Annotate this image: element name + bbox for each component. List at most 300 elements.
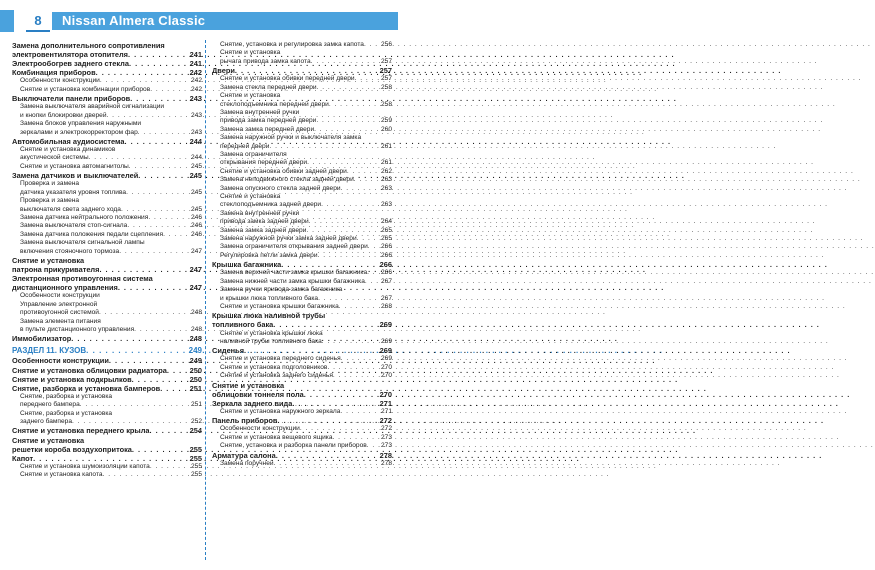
- toc-entry-title: и крышки люка топливного бака: [220, 294, 319, 302]
- dot-leader: [341, 185, 380, 193]
- page-header: [0, 10, 410, 32]
- toc-entry: [212, 408, 392, 416]
- toc-entry-title: Замена верхней части замка крышки багажника: [220, 269, 368, 277]
- toc-entry: [212, 75, 392, 83]
- toc-entry-title: Регулировка петли замка двери: [220, 251, 318, 259]
- toc-page-number: 261: [380, 142, 392, 150]
- toc-page-number: 263: [380, 184, 392, 192]
- toc-entry-title: стеклоподъемника задней двери: [220, 201, 322, 209]
- toc-page-number: 258: [380, 100, 392, 108]
- toc-entry-title: Замена нижней части замка крышки багажника: [220, 277, 365, 285]
- toc-page-number: 261: [380, 159, 392, 167]
- toc-entry: [212, 269, 392, 277]
- toc-entry: [12, 222, 202, 230]
- toc-entry-text: Снятие, разборка и установка: [20, 392, 113, 400]
- toc-page-number: 245: [190, 188, 202, 196]
- section-heading: [12, 345, 202, 356]
- dot-leader: [368, 243, 380, 251]
- toc-entry-text: Замена выключателя аварийной сигнализации: [20, 103, 165, 111]
- toc-entry-text: Снятие, разборка и установка: [20, 409, 113, 417]
- toc-entry-title: зеркалами и электрокорректором фар: [20, 128, 138, 136]
- toc-page-number: 242: [190, 85, 202, 93]
- toc-page-number: 248: [190, 309, 202, 317]
- toc-entry: [12, 231, 202, 239]
- toc-entry: [212, 260, 392, 269]
- toc-entry: [12, 356, 202, 365]
- toc-entry: [212, 243, 392, 251]
- dot-leader: [150, 86, 190, 94]
- toc-entry-title: Электрообогрев заднего стекла: [12, 59, 129, 69]
- toc-page-number: 250: [189, 365, 202, 375]
- dot-leader: [340, 408, 380, 416]
- toc-page-number: 269: [380, 337, 392, 345]
- toc-page-number: 266: [380, 251, 392, 259]
- toc-entry-title: Снятие и установка обивки передней двери: [220, 75, 355, 83]
- toc-entry-title: Панель приборов: [212, 416, 278, 426]
- toc-page-number: 270: [380, 363, 392, 371]
- toc-entry-title: Замена датчиков и выключателей: [12, 171, 139, 181]
- toc-entry: [12, 366, 202, 375]
- toc-entry: [12, 86, 202, 94]
- dot-leader: [274, 460, 380, 468]
- toc-entry-title: Снятие и установка переднего крыла: [12, 426, 150, 436]
- toc-entry-title: Замена замка передней двери: [220, 125, 315, 133]
- toc-entry: [12, 68, 202, 77]
- toc-page-number: 245: [189, 171, 202, 181]
- toc-entry: [212, 295, 392, 303]
- dot-leader: [329, 101, 380, 109]
- toc-entry-title: в пульте дистанционного управления: [20, 325, 135, 333]
- toc-entry: [212, 425, 392, 433]
- dot-leader: [128, 50, 189, 59]
- toc-entry-title: Снятие и установка переднего сиденья: [220, 355, 341, 363]
- toc-entry: [212, 218, 392, 226]
- toc-entry-text: Замена дополнительного сопротивления: [12, 41, 165, 50]
- page-number: 8: [26, 10, 50, 32]
- toc-entry-title: выключателя света заднего хода: [20, 205, 121, 213]
- toc-entry-title: Особенности конструкции: [220, 425, 300, 433]
- toc-page-number: 265: [380, 235, 392, 243]
- toc-entry: [212, 460, 392, 468]
- toc-entry-title: Снятие и установка вещевого ящика: [220, 433, 333, 441]
- toc-page-number: 267: [380, 294, 392, 302]
- toc-page-number: 242: [189, 68, 202, 78]
- toc-entry-title: Сиденья: [212, 346, 245, 356]
- toc-page-number: 264: [380, 218, 392, 226]
- toc-entry: [212, 101, 392, 109]
- dot-leader: [121, 206, 190, 214]
- toc-entry: [212, 390, 392, 399]
- dot-leader: [318, 295, 380, 303]
- toc-page-number: 265: [380, 226, 392, 234]
- toc-entry-title: Особенности конструкции: [20, 77, 100, 85]
- dot-leader: [318, 252, 380, 260]
- toc-entry-title: Крышка багажника: [212, 260, 282, 270]
- toc-page-number: 249: [188, 346, 202, 356]
- dot-leader: [347, 168, 380, 176]
- toc-entry-text: Замена блоков управления наружными: [20, 120, 142, 128]
- toc-entry-title: противоугонной системой: [20, 309, 99, 317]
- toc-entry: [212, 451, 392, 460]
- toc-entry: [212, 159, 392, 167]
- toc-entry-title: Снятие и установка капота: [20, 471, 103, 479]
- toc-entry: [12, 401, 202, 409]
- dot-leader: [307, 159, 380, 167]
- dot-leader: [129, 163, 190, 171]
- toc-page-number: 246: [190, 213, 202, 221]
- toc-entry: [212, 355, 392, 363]
- toc-page-number: 262: [380, 167, 392, 175]
- toc-entry-title: Замена стекла передней двери: [220, 83, 317, 91]
- toc-entry-title: заднего бампера: [20, 418, 73, 426]
- toc-page-number: 244: [190, 154, 202, 162]
- dot-leader: [317, 84, 380, 92]
- toc-page-number: 266: [380, 243, 392, 251]
- toc-entry-title: рычага привода замка капота: [220, 57, 311, 65]
- toc-entry: [12, 137, 202, 146]
- dot-leader: [129, 59, 189, 68]
- toc-entry: [212, 372, 392, 380]
- dot-leader: [138, 171, 188, 180]
- toc-entry-text: Электронная противоугонная система: [12, 274, 153, 284]
- toc-entry-title: Снятие и установка заднего сиденья: [220, 372, 333, 380]
- toc-entry-title: Снятие, установка и разборка панели приборов: [220, 442, 367, 450]
- toc-entry-text: Замена ручки привода замка багажника: [220, 286, 343, 294]
- toc-entry: [12, 334, 202, 343]
- dot-leader: [367, 269, 380, 277]
- toc-entry: [212, 252, 392, 260]
- toc-entry-text: Замена внутренней ручки: [220, 108, 300, 116]
- toc-page-number: 243: [190, 111, 202, 119]
- toc-entry: [12, 129, 202, 137]
- toc-page-number: 255: [190, 462, 202, 470]
- toc-page-number: 254: [189, 426, 202, 436]
- toc-entry: [12, 248, 202, 256]
- toc-page-number: 257: [379, 66, 392, 76]
- dot-leader: [333, 372, 380, 380]
- toc-page-number: 260: [380, 125, 392, 133]
- toc-entry-title: Комбинация приборов: [12, 68, 96, 78]
- toc-page-number: 247: [189, 283, 202, 293]
- toc-entry-title: Автомобильная аудиосистема: [12, 136, 125, 146]
- toc-entry-title: Выключатели панели приборов: [12, 94, 131, 104]
- toc-entry-title: Снятие и установка шумоизоляции капота: [20, 462, 150, 470]
- toc-entry: [212, 84, 392, 92]
- toc-page-number: 243: [189, 94, 202, 104]
- toc-entry: [212, 41, 392, 49]
- toc-entry: [212, 320, 392, 329]
- toc-entry: [12, 309, 202, 317]
- toc-entry-title: Зеркала заднего вида: [212, 398, 293, 408]
- toc-entry-title: Замена выключателя стоп-сигнала: [20, 222, 128, 230]
- toc-entry-title: патрона прикуривателя: [12, 265, 100, 275]
- toc-entry-title: решетки короба воздухопритока: [12, 444, 132, 454]
- toc-page-number: 266: [380, 269, 392, 277]
- toc-entry-title: и кнопки блокировки дверей: [20, 111, 107, 119]
- toc-entry: [12, 326, 202, 334]
- toc-entry-title: Снятие и установка комбинации приборов: [20, 85, 151, 93]
- toc-entry-text: Замена ограничителя: [220, 150, 287, 158]
- dot-leader: [292, 399, 378, 408]
- dot-leader: [80, 401, 190, 409]
- toc-page-number: 245: [190, 162, 202, 170]
- toc-page-number: 246: [190, 222, 202, 230]
- dot-leader: [311, 58, 380, 66]
- toc-entry-title: Снятие и установка подкрылков: [12, 374, 132, 384]
- toc-entry-title: Замена замка задней двери: [220, 226, 307, 234]
- toc-entry: [12, 463, 202, 471]
- toc-page-number: 273: [380, 442, 392, 450]
- toc-page-number: 251: [190, 401, 202, 409]
- toc-entry: [12, 454, 202, 463]
- toc-entry-title: датчика указателя уровня топлива: [20, 188, 127, 196]
- dot-leader: [119, 248, 190, 256]
- dot-leader: [304, 390, 379, 399]
- toc-page-number: 248: [189, 334, 202, 344]
- toc-entry-title: Замена датчика положения педали сцепления: [20, 230, 164, 238]
- toc-entry-title: топливного бака: [212, 320, 274, 330]
- toc-entry-title: Двери: [212, 66, 235, 76]
- dot-leader: [86, 345, 187, 356]
- toc-page-number: 243: [190, 128, 202, 136]
- dot-leader: [150, 426, 189, 435]
- toc-entry: [212, 143, 392, 151]
- toc-entry-title: Замена поручней: [220, 459, 274, 467]
- dot-leader: [33, 454, 189, 463]
- toc-entry-text: Особенности конструкции: [20, 292, 100, 300]
- toc-entry-text: Замена внутренней ручки: [220, 209, 300, 217]
- toc-entry-text: Снятие и установка: [12, 255, 85, 265]
- toc-entry-title: Иммобилизатор: [12, 334, 72, 344]
- dot-leader: [96, 68, 189, 77]
- dot-leader: [354, 176, 380, 184]
- toc-entry: [12, 265, 202, 274]
- dot-leader: [314, 126, 380, 134]
- dot-leader: [235, 66, 379, 75]
- toc-entry-title: включения стояночного тормоза: [20, 247, 120, 255]
- toc-page-number: 269: [379, 346, 392, 356]
- toc-page-number: 271: [379, 398, 392, 408]
- dot-leader: [107, 112, 190, 120]
- dot-leader: [99, 265, 188, 274]
- dot-leader: [71, 334, 188, 343]
- toc-entry-text: Замена наружной ручки и выключателя замка: [220, 134, 362, 142]
- toc-entry-title: Снятие, разборка и установка бамперов: [12, 383, 161, 393]
- toc-entry: [12, 214, 202, 222]
- toc-page-number: 259: [380, 117, 392, 125]
- dot-leader: [100, 77, 190, 85]
- toc-entry-title: открывания передней двери: [220, 159, 308, 167]
- toc-column-left: [12, 41, 202, 480]
- dot-leader: [167, 366, 189, 375]
- toc-entry-title: стеклоподъемника передней двери: [220, 100, 329, 108]
- toc-entry-title: акустической системы: [20, 154, 89, 162]
- toc-page-number: 255: [189, 453, 202, 463]
- dot-leader: [124, 137, 188, 146]
- dot-leader: [89, 154, 190, 162]
- toc-entry-title: Капот: [12, 453, 34, 463]
- toc-entry-title: облицовки тоннеля пола: [212, 389, 304, 399]
- toc-entry: [212, 201, 392, 209]
- toc-page-number: 248: [190, 325, 202, 333]
- toc-page-number: 272: [379, 416, 392, 426]
- dot-leader: [244, 346, 379, 355]
- dot-leader: [273, 320, 378, 329]
- toc-page-number: 241: [189, 59, 202, 69]
- toc-entry-text: Снятие и установка крышки люка: [220, 329, 323, 337]
- toc-page-number: 246: [190, 230, 202, 238]
- toc-page-number: 270: [379, 389, 392, 399]
- toc-entry: [212, 303, 392, 311]
- toc-entry: [212, 117, 392, 125]
- toc-page-number: 278: [380, 459, 392, 467]
- toc-entry: [12, 426, 202, 435]
- toc-page-number: 256: [380, 41, 392, 48]
- toc-entry: [12, 171, 202, 180]
- toc-page-number: 278: [379, 450, 392, 460]
- toc-page-number: 258: [380, 83, 392, 91]
- toc-page-number: 269: [379, 320, 392, 330]
- toc-entry: [12, 471, 202, 479]
- dot-leader: [72, 418, 190, 426]
- toc-entry: [212, 185, 392, 193]
- toc-entry-text: Крышка люка наливной трубы: [212, 311, 326, 321]
- toc-entry-title: Замена датчика нейтрального положения: [20, 213, 149, 221]
- toc-entry: [12, 154, 202, 162]
- toc-page-number: 250: [189, 374, 202, 384]
- toc-page-number: 267: [380, 277, 392, 285]
- toc-entry-title: Замена неподвижного стекла задней двери: [220, 176, 354, 184]
- dot-leader: [281, 260, 378, 269]
- dot-leader: [134, 326, 190, 334]
- dot-leader: [132, 375, 189, 384]
- toc-entry: [212, 338, 392, 346]
- toc-page-number: 249: [189, 356, 202, 366]
- toc-entry-title: наливной трубы топливного бака: [220, 337, 322, 345]
- dot-leader: [367, 442, 380, 450]
- toc-entry-text: Снятие и установка: [212, 380, 285, 390]
- toc-page-number: 271: [380, 407, 392, 415]
- toc-page-number: 241: [189, 50, 202, 60]
- toc-entry-text: Снятие и установка динамиков: [20, 146, 116, 153]
- dot-leader: [132, 445, 189, 454]
- toc-entry: [212, 126, 392, 134]
- toc-entry-title: Снятие и установка подголовников: [220, 363, 328, 371]
- toc-entry-title: Замена наружной ручки замка задней двери: [220, 235, 357, 243]
- toc-entry-title: Снятие и установка облицовки радиатора: [12, 365, 167, 375]
- toc-entry-title: РАЗДЕЛ 11. КУЗОВ: [12, 346, 87, 356]
- toc-entry: [212, 278, 392, 286]
- toc-entry-title: Снятие и установка крышки багажника: [220, 302, 339, 310]
- toc-page-number: 263: [380, 201, 392, 209]
- toc-entry: [212, 442, 392, 450]
- toc-entry: [12, 50, 202, 59]
- toc-entry-title: Замена опускного стекла задней двери: [220, 184, 341, 192]
- toc-page-number: 255: [190, 471, 202, 479]
- toc-entry-text: Проверка и замена: [20, 180, 80, 188]
- toc-entry: [212, 176, 392, 184]
- toc-entry: [212, 346, 392, 355]
- dot-leader: [355, 75, 380, 83]
- toc-entry: [212, 227, 392, 235]
- toc-entry-text: Замена элемента питания: [20, 317, 101, 325]
- toc-entry: [12, 283, 202, 292]
- toc-entry-title: дистанционного управления: [12, 283, 118, 293]
- toc-entry-title: Арматура салона: [212, 450, 276, 460]
- toc-entry-text: Замена выключателя сигнальной лампы: [20, 239, 145, 247]
- dot-leader: [130, 94, 188, 103]
- toc-entry-title: привода замка задней двери: [220, 218, 309, 226]
- dot-leader: [269, 143, 380, 151]
- toc-entry-text: Снятие и установка: [12, 435, 85, 445]
- dot-leader: [306, 227, 380, 235]
- toc-entry: [12, 112, 202, 120]
- dot-leader: [150, 463, 190, 471]
- toc-entry-text: Снятие и установка: [220, 193, 281, 200]
- toc-page-number: 252: [190, 418, 202, 426]
- toc-page-number: 273: [380, 433, 392, 441]
- toc-entry-text: Проверка и замена: [20, 197, 80, 205]
- toc-page-number: 268: [380, 302, 392, 310]
- toc-entry-text: Снятие и установка: [220, 49, 281, 57]
- dot-leader: [109, 356, 189, 365]
- toc-entry-text: Управление электронной: [20, 300, 98, 308]
- toc-page-number: 255: [189, 444, 202, 454]
- toc-entry: [12, 77, 202, 85]
- dot-leader: [127, 222, 190, 230]
- toc-page-number: 270: [380, 372, 392, 380]
- toc-page-number: 244: [189, 136, 202, 146]
- toc-entry: [12, 59, 202, 68]
- toc-entry-text: Снятие и установка: [220, 92, 281, 100]
- toc-page-number: 272: [380, 425, 392, 433]
- dot-leader: [103, 471, 190, 479]
- toc-entry-title: переднего бампера: [20, 401, 80, 409]
- dot-leader: [300, 425, 380, 433]
- book-title: Nissan Almera Classic: [52, 12, 398, 30]
- toc-page-number: 247: [190, 247, 202, 255]
- toc-page-number: 245: [190, 205, 202, 213]
- toc-page-number: 247: [189, 265, 202, 275]
- toc-entry: [212, 58, 392, 66]
- toc-entry-title: Снятие и установка наружного зеркала: [220, 407, 341, 415]
- toc-column-right: [212, 41, 392, 468]
- dot-leader: [118, 283, 189, 292]
- toc-entry: [12, 94, 202, 103]
- toc-entry-title: привода замка передней двери: [220, 117, 317, 125]
- dot-leader: [99, 309, 190, 317]
- dot-leader: [309, 218, 380, 226]
- toc-entry: [212, 168, 392, 176]
- toc-entry: [212, 364, 392, 372]
- dot-leader: [322, 338, 380, 346]
- dot-leader: [339, 303, 380, 311]
- dot-leader: [321, 201, 380, 209]
- toc-entry: [12, 163, 202, 171]
- dot-leader: [160, 384, 188, 393]
- toc-entry: [12, 189, 202, 197]
- dot-leader: [364, 41, 380, 49]
- toc-entry-title: Снятие и установка обивки задней двери: [220, 167, 347, 175]
- dot-leader: [163, 231, 190, 239]
- toc-entry: [212, 399, 392, 408]
- column-divider: [205, 40, 206, 560]
- toc-entry-title: передней двери: [220, 142, 270, 150]
- dot-leader: [316, 117, 380, 125]
- toc-entry-title: Замена ограничителя открывания задней двери: [220, 243, 368, 251]
- toc-entry: [12, 384, 202, 393]
- dot-leader: [276, 451, 379, 460]
